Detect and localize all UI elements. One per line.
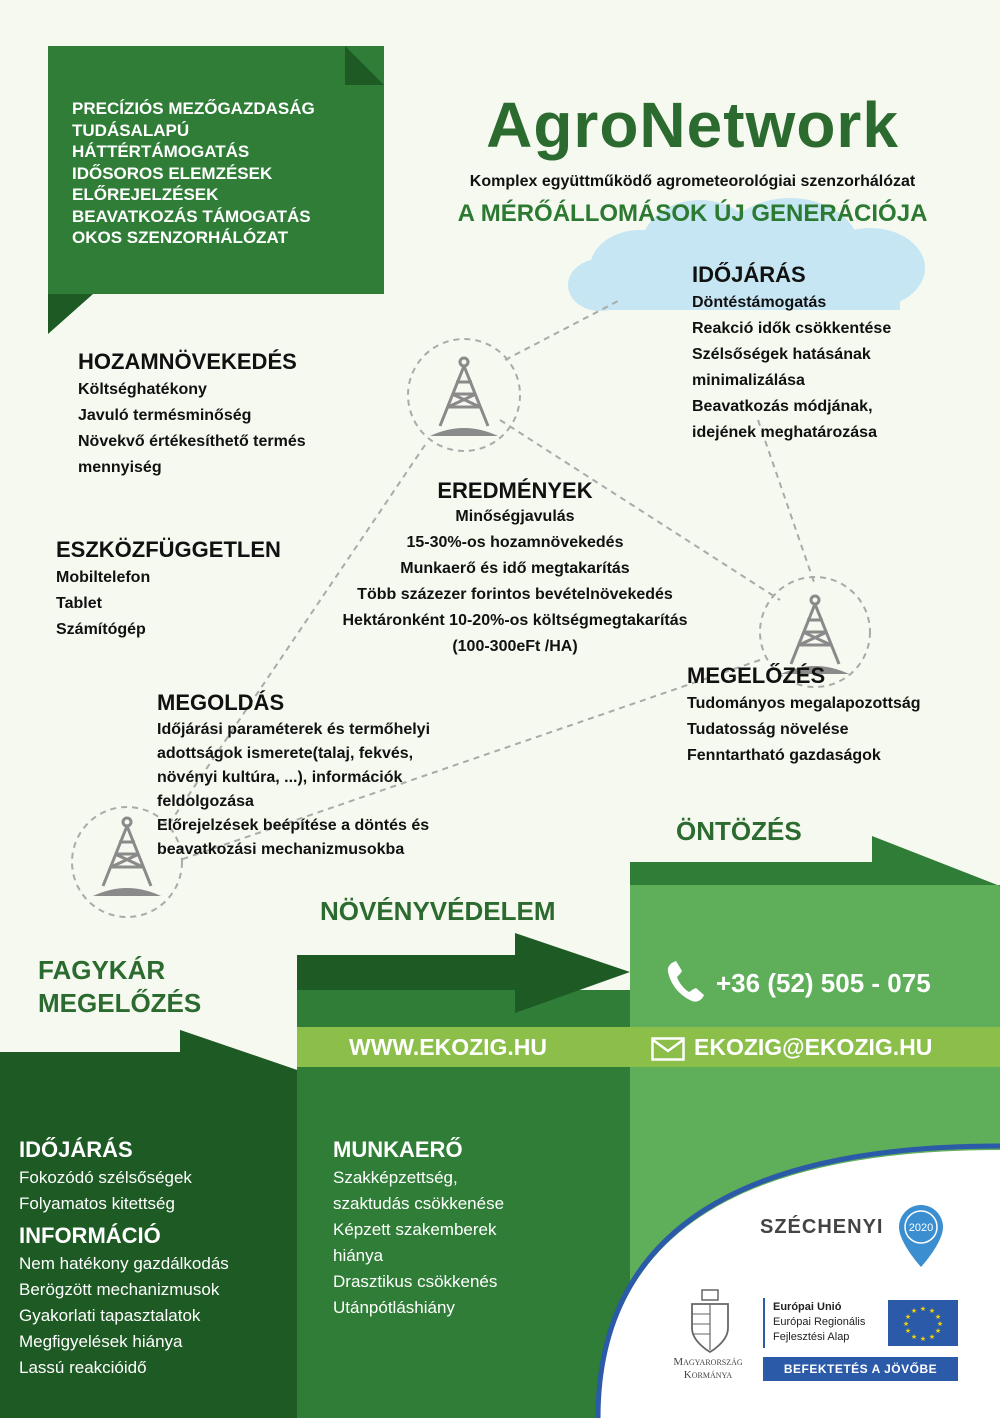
section-line: beavatkozási mechanizmusokba <box>157 841 405 858</box>
section-line: Tudományos megalapozottság <box>687 695 921 712</box>
label-fagykar-line: FAGYKÁR <box>38 955 166 985</box>
page-tagline: A MÉRŐÁLLOMÁSOK ÚJ GENERÁCIÓJA <box>457 200 928 227</box>
section-line: Berögzött mechanizmusok <box>19 1280 220 1299</box>
section-line: Drasztikus csökkenés <box>333 1272 498 1291</box>
section-hozam <box>78 349 306 481</box>
section-heading: IDŐJÁRÁS <box>19 1137 133 1162</box>
section-megoldas <box>157 690 430 862</box>
page-subtitle: Komplex együttműködő agrometeorológiai szenzorhálózat <box>469 173 916 190</box>
section-line: Számítógép <box>56 621 146 638</box>
svg-text:★: ★ <box>928 1333 936 1341</box>
label-fagykar <box>38 954 201 1020</box>
section-line: Előrejelzések beépítése a döntés és <box>157 817 430 834</box>
svg-text:★: ★ <box>934 1327 942 1335</box>
svg-text:★: ★ <box>910 1307 918 1315</box>
contact-phone[interactable]: +36 (52) 505 - 075 <box>716 968 931 998</box>
szechenyi-logo-text: SZÉCHENYI <box>760 1216 884 1238</box>
svg-text:★: ★ <box>902 1320 910 1328</box>
page-title: AgroNetwork <box>486 89 899 161</box>
section-line: 15-30%-os hozamnövekedés <box>406 534 624 551</box>
section-idojaras <box>692 262 891 446</box>
svg-text:★: ★ <box>919 1305 927 1313</box>
section-line: Szakképzettség, <box>333 1168 458 1187</box>
svg-text:★: ★ <box>904 1327 912 1335</box>
feature-item: PRECÍZIÓS MEZŐGAZDASÁG <box>72 99 315 118</box>
feature-item: OKOS SZENZORHÁLÓZAT <box>72 228 288 247</box>
svg-text:★: ★ <box>936 1320 944 1328</box>
section-bottom-mid <box>333 1137 504 1321</box>
section-line: Tudatosság növelése <box>687 721 849 738</box>
section-line: Fokozódó szélsőségek <box>19 1168 192 1187</box>
section-line: hiánya <box>333 1246 384 1265</box>
eu-flag-icon <box>888 1300 958 1346</box>
coat-of-arms-icon <box>686 1288 734 1358</box>
section-heading: ESZKÖZFÜGGETLEN <box>56 537 281 562</box>
government-line: Magyarország <box>673 1356 743 1368</box>
contact-email[interactable]: EKOZIG@EKOZIG.HU <box>694 1034 933 1060</box>
section-line: Javuló termésminőség <box>78 407 252 424</box>
section-line: Minőségjavulás <box>455 508 575 525</box>
section-line: Beavatkozás módjának, <box>692 398 873 415</box>
feature-item: BEAVATKOZÁS TÁMOGATÁS <box>72 206 311 226</box>
section-megelozes <box>687 663 921 769</box>
svg-text:★: ★ <box>934 1313 942 1321</box>
section-eszkoz <box>56 537 281 643</box>
section-line: Képzett szakemberek <box>333 1220 497 1239</box>
section-heading: MUNKAERŐ <box>333 1137 463 1162</box>
contact-web[interactable]: WWW.EKOZIG.HU <box>349 1034 548 1060</box>
banner-fold <box>345 46 384 85</box>
section-line: Fenntartható gazdaságok <box>687 747 881 764</box>
section-line: Szélsőségek hatásának <box>692 346 871 363</box>
label-fagykar-line: MEGELŐZÉS <box>38 988 202 1018</box>
phone-icon <box>664 958 706 1004</box>
section-line: Utánpótláshiány <box>333 1298 455 1317</box>
feature-item: ELŐREJELZÉSEK <box>72 185 219 204</box>
section-line: mennyiség <box>78 459 162 476</box>
svg-text:★: ★ <box>904 1313 912 1321</box>
section-line: feldolgozása <box>157 793 254 810</box>
government-line: Kormánya <box>683 1369 733 1381</box>
section-line: Tablet <box>56 595 102 612</box>
section-bottom-left <box>19 1137 229 1381</box>
section-line: Több százezer forintos bevételnövekedés <box>357 586 673 603</box>
section-line: Folyamatos kitettség <box>19 1194 175 1213</box>
eu-banner: BEFEKTETÉS A JÖVŐBE <box>763 1357 958 1381</box>
svg-text:★: ★ <box>919 1335 927 1343</box>
label-novenyvedelem: NÖVÉNYVÉDELEM <box>320 896 556 926</box>
section-line: növényi kultúra, ...), információk <box>157 769 403 786</box>
feature-item: HÁTTÉRTÁMOGATÁS <box>72 142 250 161</box>
section-line: (100-300eFt /HA) <box>452 638 578 655</box>
section-line: Növekvő értékesíthető termés <box>78 433 306 450</box>
feature-item: TUDÁSALAPÚ <box>72 120 190 140</box>
section-line: Lassú reakcióidő <box>19 1358 147 1377</box>
section-line: Reakció idők csökkentése <box>692 320 892 337</box>
section-eredmenyek <box>300 478 730 660</box>
section-heading: MEGELŐZÉS <box>687 663 826 688</box>
section-line: minimalizálása <box>692 372 805 389</box>
feature-list <box>72 98 315 249</box>
szechenyi-pin-icon <box>897 1203 945 1269</box>
label-ontozes: ÖNTÖZÉS <box>676 816 802 846</box>
eu-line: Európai Unió <box>773 1301 842 1313</box>
mail-icon <box>651 1037 685 1061</box>
section-line: Munkaerő és idő megtakarítás <box>400 560 630 577</box>
eu-badge <box>763 1298 958 1350</box>
section-line: Nem hatékony gazdálkodás <box>19 1254 229 1273</box>
section-line: idejének meghatározása <box>692 424 877 441</box>
section-heading: INFORMÁCIÓ <box>19 1223 161 1248</box>
section-line: Gyakorlati tapasztalatok <box>19 1306 201 1325</box>
section-line: adottságok ismerete(talaj, fekvés, <box>157 745 414 762</box>
szechenyi-year: 2020 <box>908 1222 934 1234</box>
tower-icon <box>426 352 502 438</box>
government-logo-text <box>652 1356 764 1382</box>
section-heading: EREDMÉNYEK <box>437 478 593 503</box>
section-line: Időjárási paraméterek és termőhelyi <box>157 721 431 738</box>
svg-text:★: ★ <box>910 1333 918 1341</box>
section-heading: MEGOLDÁS <box>157 690 285 715</box>
section-line: Mobiltelefon <box>56 569 151 586</box>
section-heading: HOZAMNÖVEKEDÉS <box>78 349 297 374</box>
section-heading: IDŐJÁRÁS <box>692 262 806 287</box>
banner-fold <box>48 294 93 334</box>
section-line: Hektáronként 10-20%-os költségmegtakarítás <box>342 612 688 629</box>
section-line: Megfigyelések hiánya <box>19 1332 183 1351</box>
svg-text:★: ★ <box>928 1307 936 1315</box>
section-line: szaktudás csökkenése <box>333 1194 505 1213</box>
eu-line: Fejlesztési Alap <box>773 1331 850 1343</box>
section-line: Költséghatékony <box>78 381 207 398</box>
eu-line: Európai Regionális <box>773 1316 866 1328</box>
section-line: Döntéstámogatás <box>692 294 827 311</box>
tower-icon <box>89 812 165 898</box>
feature-item: IDŐSOROS ELEMZÉSEK <box>72 163 273 183</box>
